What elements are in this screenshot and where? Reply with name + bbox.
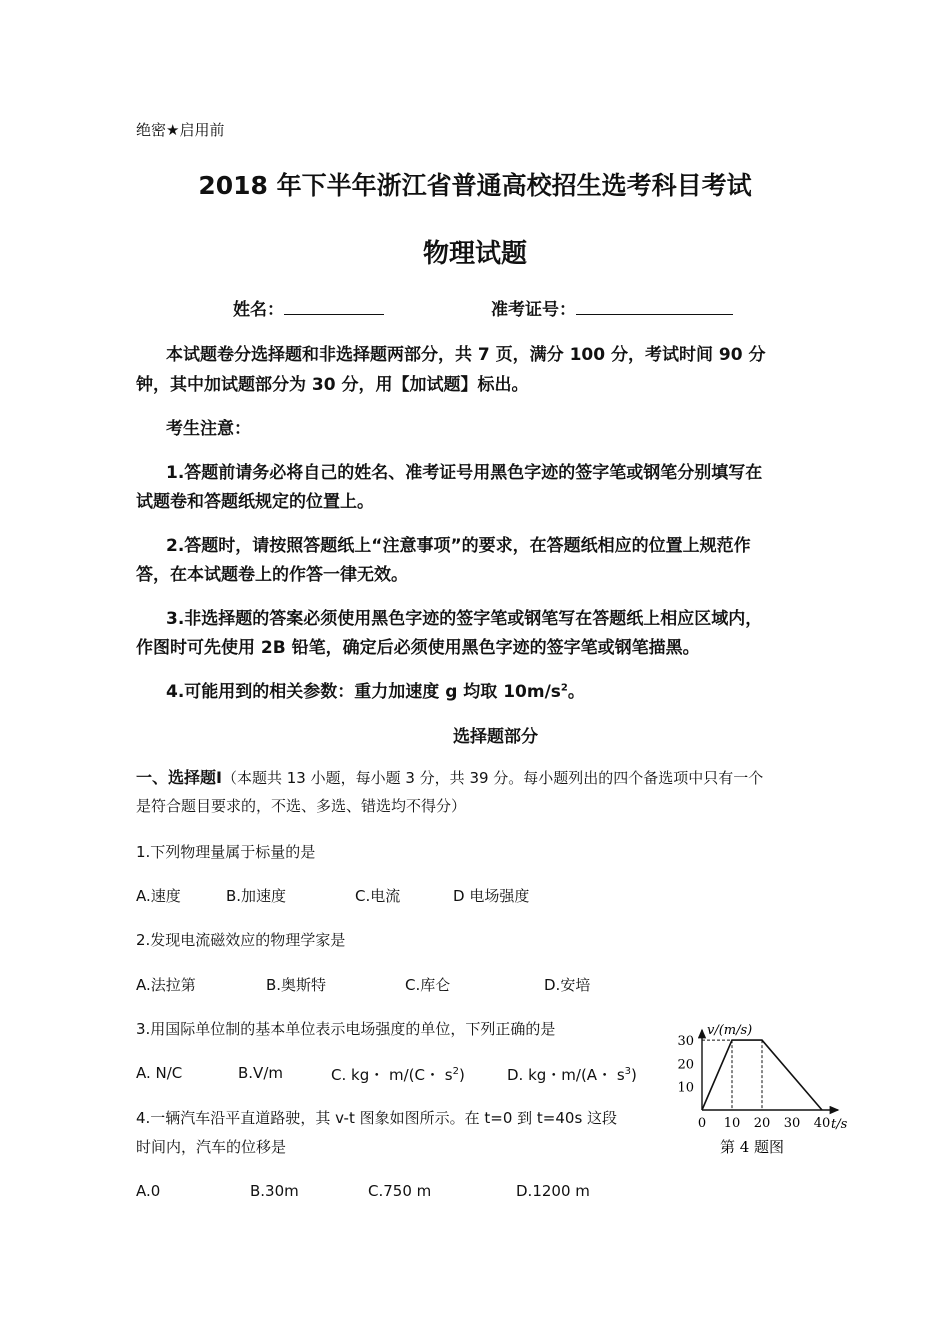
subject-title: 物理试题	[422, 239, 527, 269]
q3-stem: 3.用国际单位制的基本单位表示电场强度的单位，下列正确的是	[136, 1020, 556, 1038]
q4-option-c: C.750 m	[368, 1182, 432, 1200]
notice-item3-line1: 3.非选择题的答案必须使用黑色字迹的签字笔或钢笔写在答题纸上相应区域内，	[166, 609, 763, 629]
q3-option-d	[507, 1064, 637, 1085]
notice-item2-line2: 答，在本试题卷上的作答一律无效。	[136, 565, 408, 585]
q4-option-b: B.30m	[250, 1182, 299, 1200]
x-tick-label: 10	[723, 1116, 741, 1131]
q2-option-b: B.奥斯特	[266, 976, 327, 994]
q1-option-b: B.加速度	[226, 887, 287, 905]
name-field[interactable]	[233, 295, 384, 320]
q2-option-a: A.法拉第	[136, 976, 196, 994]
name-label: 姓名：	[233, 300, 284, 320]
q3-option-a: A. N/C	[136, 1064, 183, 1082]
chart-caption: 第 4 题图	[719, 1138, 785, 1156]
x-axis-label: t/s	[831, 1117, 848, 1132]
notice-item2-line1: 2.答题时，请按照答题纸上“注意事项”的要求，在答题纸相应的位置上规范作	[166, 536, 751, 556]
notice-item1-line1: 1.答题前请务必将自己的姓名、准考证号用黑色字迹的签字笔或钢笔分别填写在	[166, 463, 763, 483]
x-tick-label: 0	[697, 1116, 707, 1131]
q3-option-c	[331, 1064, 465, 1085]
exam-title: 2018 年下半年浙江省普通高校招生选考科目考试	[198, 171, 752, 200]
part-line1	[136, 765, 763, 788]
x-tick-label: 20	[753, 1116, 771, 1131]
q3-option-d-sup: 3	[624, 1066, 632, 1077]
id-blank[interactable]	[576, 300, 733, 315]
intro-line1: 本试题卷分选择题和非选择题两部分，共 7 页，满分 100 分，考试时间 90 分	[166, 345, 766, 365]
vt-graph	[660, 1022, 860, 1162]
q1-option-c: C.电流	[355, 887, 401, 905]
q3-option-c-end: )	[458, 1066, 465, 1084]
q4-option-d: D.1200 m	[516, 1182, 590, 1200]
q3-option-d-end: )	[631, 1066, 637, 1084]
q3-option-b: B.V/m	[238, 1064, 283, 1082]
q1-option-a: A.速度	[136, 887, 181, 905]
q3-option-c-text: C. kg・ m/(C・ s	[331, 1066, 453, 1084]
q1-option-d: D 电场强度	[453, 887, 530, 905]
q2-option-c: C.库仑	[405, 976, 451, 994]
id-label: 准考证号：	[491, 300, 576, 320]
q4-stem-line2: 时间内，汽车的位移是	[136, 1138, 287, 1156]
part-label: 一、选择题Ⅰ	[136, 768, 222, 787]
x-tick-label: 30	[783, 1116, 801, 1131]
y-tick-label: 10	[677, 1080, 694, 1096]
y-tick-label: 30	[677, 1034, 694, 1050]
notice-item4	[166, 677, 585, 702]
section-heading: 选择题部分	[453, 727, 538, 747]
notice-heading: 考生注意：	[166, 419, 251, 439]
notice-item4-end: 。	[567, 682, 585, 702]
q3-option-d-text: D. kg・m/(A・ s	[507, 1066, 625, 1084]
name-blank[interactable]	[284, 300, 384, 315]
y-axis-label: v/(m/s)	[707, 1023, 753, 1038]
notice-item4-text: 4.可能用到的相关参数：重力加速度 g 均取 10m/s	[166, 682, 561, 702]
q2-stem: 2.发现电流磁效应的物理学家是	[136, 931, 346, 949]
part-desc-line1: （本题共 13 小题，每小题 3 分，共 39 分。每小题列出的四个备选项中只有一个	[221, 769, 764, 787]
part-desc-line2: 是符合题目要求的，不选、多选、错选均不得分）	[136, 797, 467, 815]
intro-line2: 钟，其中加试题部分为 30 分，用【加试题】标出。	[136, 375, 529, 395]
q1-stem: 1.下列物理量属于标量的是	[136, 843, 316, 861]
notice-item4-sup: 2	[560, 682, 568, 694]
secret-mark: 绝密★启用前	[136, 121, 225, 139]
id-field[interactable]	[491, 295, 733, 320]
y-tick-label: 20	[677, 1057, 694, 1073]
q2-option-d: D.安培	[544, 976, 591, 994]
q3-option-c-sup: 2	[452, 1066, 459, 1077]
notice-item3-line2: 作图时可先使用 2B 铅笔，确定后必须使用黑色字迹的签字笔或钢笔描黑。	[136, 638, 700, 658]
q4-stem-line1: 4.一辆汽车沿平直道路驶，其 v-t 图象如图所示。在 t=0 到 t=40s 这段	[136, 1109, 618, 1127]
q4-option-a: A.0	[136, 1182, 161, 1200]
x-tick-label: 40	[813, 1116, 831, 1131]
notice-item1-line2: 试题卷和答题纸规定的位置上。	[136, 492, 374, 512]
